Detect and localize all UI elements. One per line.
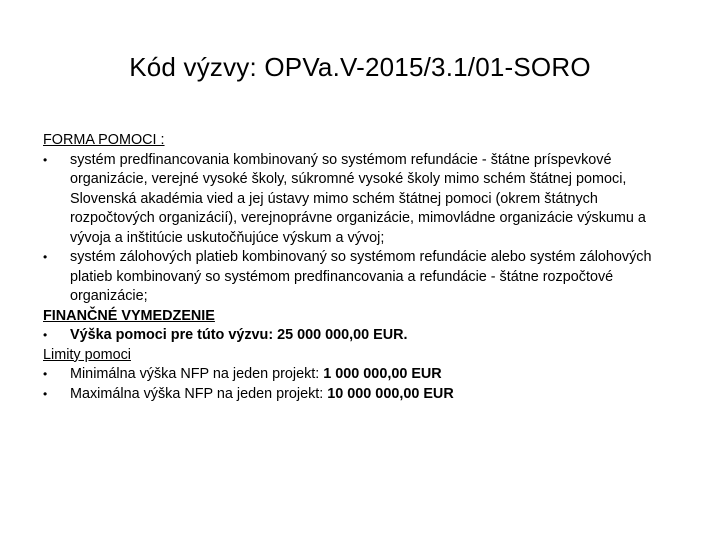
limit-value: 1 000 000,00 EUR bbox=[323, 366, 442, 382]
limit-label: Minimálna výška NFP na jeden projekt: bbox=[70, 366, 324, 382]
limity-pomoci-heading: Limity pomoci bbox=[43, 346, 131, 363]
list-item-text: systém predfinancovania kombinovaný so systémom refundácie - štátne príspevkové organizácie, verejné vysoké školy, súkromné vysoké školy mimo schém štátnej pomoci, Slovenská akadémia vied a jej ústavy mimo schém štátnej pomoci (okrem štátnych rozpočtových organizácií), verejnoprávne organizácie, mimovládne organizácie výskumu a vývoja a inštitúcie uskutočňujúce výskum a vývoj; bbox=[70, 151, 646, 246]
list-item bbox=[43, 365, 683, 385]
bullet-icon: • bbox=[43, 250, 48, 264]
list-item bbox=[43, 385, 683, 405]
limit-value: 10 000 000,00 EUR bbox=[327, 385, 454, 402]
slide-title: Kód výzvy: OPVa.V-2015/3.1/01-SORO bbox=[129, 52, 591, 82]
limit-label: Maximálna výška NFP na jeden projekt: bbox=[70, 385, 328, 402]
bullet-icon: • bbox=[43, 152, 48, 167]
bullet-icon: • bbox=[43, 386, 48, 401]
list-item-text: systém zálohových platieb kombinovaný so systémom refundácie alebo systém zálohových platieb kombinovaný so systémom predfinancovania a refundácie - štátne rozpočtové organizácie; bbox=[70, 249, 652, 304]
list-item bbox=[43, 151, 683, 249]
list-item-text: Výška pomoci pre túto výzvu: 25 000 000,00 EUR. bbox=[70, 327, 408, 343]
list-item bbox=[43, 326, 683, 346]
list-item bbox=[43, 248, 683, 307]
forma-pomoci-heading: FORMA POMOCI : bbox=[43, 132, 165, 148]
slide-content bbox=[43, 131, 683, 404]
bullet-icon: • bbox=[43, 328, 48, 342]
bullet-icon: • bbox=[43, 367, 48, 381]
financne-vymedzenie-heading: FINANČNÉ VYMEDZENIE bbox=[43, 307, 215, 324]
